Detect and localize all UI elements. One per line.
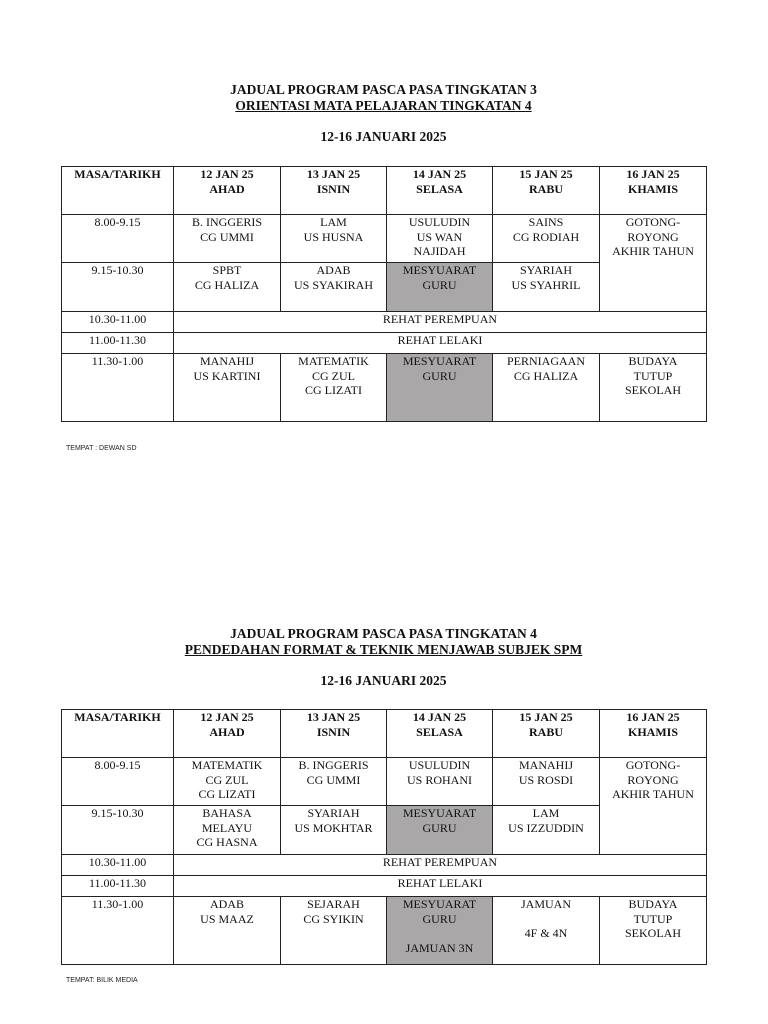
header-cell: MASA/TARIKH [62,710,174,758]
schedule-subtitle: PENDEDAHAN FORMAT & TEKNIK MENJAWAB SUBJEK SPM [184,642,583,657]
time-cell: 8.00-9.15 [62,758,174,806]
table-cell: ADAB US MAAZ [174,897,281,965]
schedule-table-1 [61,166,707,422]
meeting-cell: MESYUARAT GURU [387,354,493,422]
schedule-title: JADUAL PROGRAM PASCA PASA TINGKATAN 3 [230,82,537,97]
table-cell: GOTONG- ROYONG AKHIR TAHUN [600,215,707,312]
table-cell: MATEMATIK CG ZUL CG LIZATI [281,354,387,422]
table-cell: SEJARAH CG SYIKIN [281,897,387,965]
table-cell: MANAHIJ US ROSDI [493,758,600,806]
table-cell: USULUDIN US ROHANI [387,758,493,806]
time-cell: 9.15-10.30 [62,806,174,855]
meeting-cell: MESYUARAT GURU [387,263,493,312]
table-cell: MATEMATIK CG ZUL CG LIZATI [174,758,281,806]
schedule-subtitle: ORIENTASI MATA PELAJARAN TINGKATAN 4 [235,98,532,113]
meeting-cell: MESYUARAT GURU [387,806,493,855]
table-row [62,876,707,897]
break-cell: REHAT LELAKI [174,876,707,897]
table-row [62,897,707,965]
time-cell: 11.00-11.30 [62,333,174,354]
header-cell: 16 JAN 25 KHAMIS [600,710,707,758]
table-cell: GOTONG- ROYONG AKHIR TAHUN [600,758,707,855]
schedule-date-range: 12-16 JANUARI 2025 [320,129,447,144]
table-cell: SAINS CG RODIAH [493,215,600,263]
schedule-2 [61,626,706,689]
table-cell: BAHASA MELAYU CG HASNA [174,806,281,855]
header-cell: 15 JAN 25 RABU [493,167,600,215]
table-header-row [62,167,707,215]
table-cell: SYARIAH US MOKHTAR [281,806,387,855]
header-cell: 16 JAN 25 KHAMIS [600,167,707,215]
break-cell: REHAT PEREMPUAN [174,855,707,876]
table-row [62,312,707,333]
table-header-row [62,710,707,758]
table-row [62,855,707,876]
time-cell: 11.30-1.00 [62,354,174,422]
time-cell: 10.30-11.00 [62,312,174,333]
table-cell: USULUDIN US WAN NAJIDAH [387,215,493,263]
header-cell: 13 JAN 25 ISNIN [281,710,387,758]
table-cell: LAM US IZZUDDIN [493,806,600,855]
schedule-date-range: 12-16 JANUARI 2025 [320,673,447,688]
header-cell: 12 JAN 25 AHAD [174,710,281,758]
time-cell: 11.30-1.00 [62,897,174,965]
table-cell: SYARIAH US SYAHRIL [493,263,600,312]
break-cell: REHAT LELAKI [174,333,707,354]
table-cell: PERNIAGAAN CG HALIZA [493,354,600,422]
break-cell: REHAT PEREMPUAN [174,312,707,333]
schedule-table-2 [61,709,707,965]
table-row [62,215,707,263]
table-cell: ADAB US SYAKIRAH [281,263,387,312]
header-cell: 14 JAN 25 SELASA [387,710,493,758]
table-cell: JAMUAN 4F & 4N [493,897,600,965]
table-row [62,333,707,354]
time-cell: 9.15-10.30 [62,263,174,312]
table-cell: B. INGGERIS CG UMMI [281,758,387,806]
venue-note: TEMPAT: BILIK MEDIA [66,977,138,984]
table-cell: LAM US HUSNA [281,215,387,263]
table-cell: BUDAYA TUTUP SEKOLAH [600,897,707,965]
table-cell: BUDAYA TUTUP SEKOLAH [600,354,707,422]
table-cell: SPBT CG HALIZA [174,263,281,312]
table-cell: MANAHIJ US KARTINI [174,354,281,422]
schedule-title: JADUAL PROGRAM PASCA PASA TINGKATAN 4 [230,626,537,641]
table-row [62,354,707,422]
table-row [62,758,707,806]
venue-note: TEMPAT : DEWAN SD [66,445,137,452]
meeting-cell: MESYUARAT GURU JAMUAN 3N [387,897,493,965]
table-cell: B. INGGERIS CG UMMI [174,215,281,263]
header-cell: 14 JAN 25 SELASA [387,167,493,215]
time-cell: 11.00-11.30 [62,876,174,897]
header-cell: 15 JAN 25 RABU [493,710,600,758]
time-cell: 10.30-11.00 [62,855,174,876]
schedule-1 [61,82,706,145]
time-cell: 8.00-9.15 [62,215,174,263]
header-cell: 12 JAN 25 AHAD [174,167,281,215]
header-cell: 13 JAN 25 ISNIN [281,167,387,215]
header-cell: MASA/TARIKH [62,167,174,215]
